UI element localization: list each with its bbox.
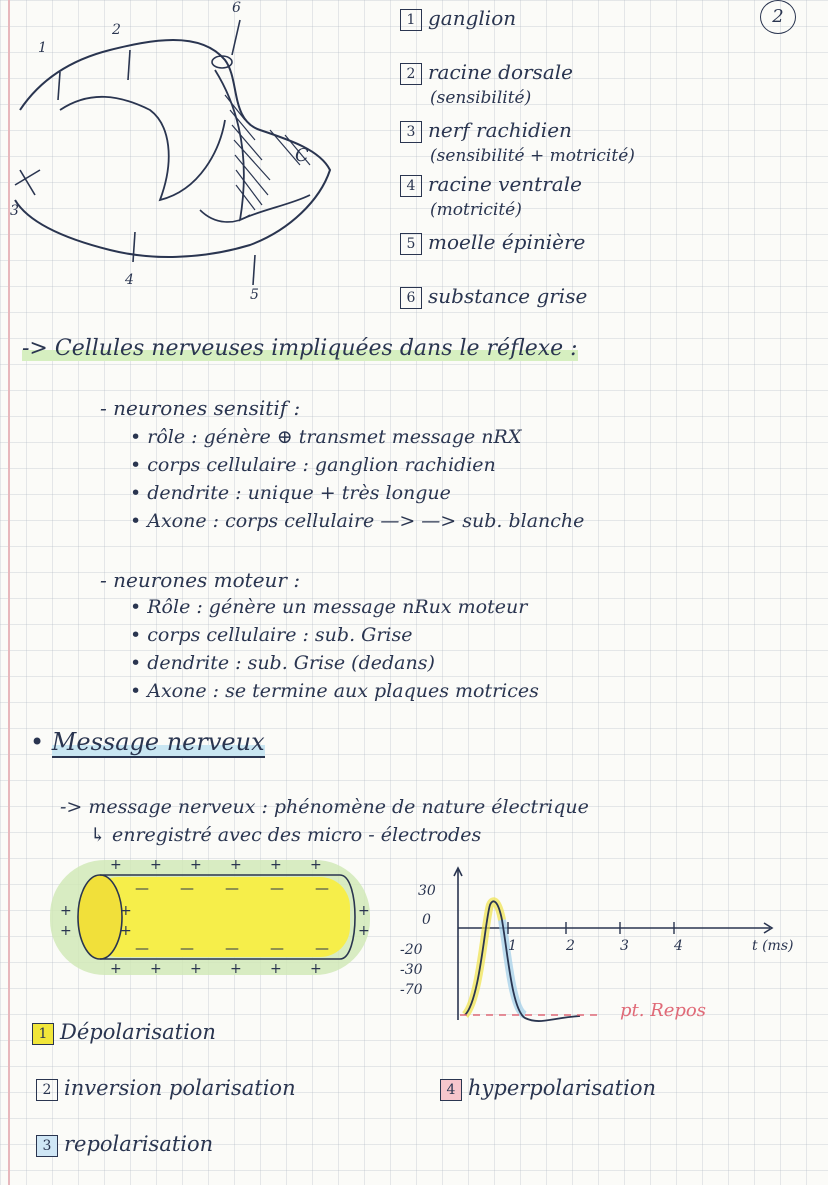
- section-title: -> Cellules nerveuses impliquées dans le réflexe :: [22, 336, 578, 361]
- svg-text:—: —: [315, 881, 329, 897]
- legend-item-4-sub: (motricité): [430, 200, 522, 220]
- sensitive-role: • rôle : génère ⊕ transmet message nRX: [130, 426, 522, 448]
- svg-text:—: —: [180, 941, 194, 957]
- message-line-2: ↳ enregistré avec des micro - électrodes: [90, 824, 482, 846]
- svg-text:—: —: [135, 881, 149, 897]
- sensitive-neurons-heading: - neurones sensitif :: [100, 396, 301, 420]
- legend-item-3-sub: (sensibilité + motricité): [430, 146, 635, 166]
- x-tick-4: 4: [674, 938, 683, 954]
- x-tick-1: 1: [508, 938, 517, 954]
- svg-text:+: +: [310, 961, 322, 977]
- legend-item-2: 2 racine dorsale: [400, 60, 573, 85]
- motor-axon: • Axone : se termine aux plaques motrices: [130, 680, 539, 702]
- legend-item-6: 6 substance grise: [400, 284, 587, 309]
- svg-text:—: —: [270, 941, 284, 957]
- svg-text:+: +: [150, 857, 162, 873]
- message-heading: • Message nerveux: [30, 728, 265, 756]
- page-corner-number: 2: [760, 0, 796, 34]
- svg-text:+: +: [230, 961, 242, 977]
- legend-item-2-sub: (sensibilité): [430, 88, 532, 108]
- diagram-label-c: C: [295, 145, 309, 166]
- sensitive-dendrite: • dendrite : unique + très longue: [130, 482, 451, 504]
- legend-item-5: 5 moelle épinière: [400, 230, 585, 255]
- diagram-label-2: 2: [112, 22, 121, 38]
- x-tick-3: 3: [620, 938, 629, 954]
- phase-3: 3 repolarisation: [36, 1132, 213, 1157]
- rest-point-annotation: pt. Repos: [620, 1000, 707, 1021]
- svg-text:+: +: [190, 961, 202, 977]
- svg-text:+: +: [60, 923, 72, 939]
- svg-text:+: +: [110, 961, 122, 977]
- y-tick-minus20: -20: [400, 942, 423, 958]
- diagram-label-6: 6: [232, 0, 241, 16]
- motor-cell-body: • corps cellulaire : sub. Grise: [130, 624, 413, 646]
- x-tick-2: 2: [566, 938, 575, 954]
- diagram-label-5: 5: [250, 287, 259, 303]
- motor-dendrite: • dendrite : sub. Grise (dedans): [130, 652, 435, 674]
- action-potential-chart: [390, 860, 810, 1030]
- y-tick-30: 30: [418, 883, 436, 899]
- message-line-1: -> message nerveux : phénomène de nature électrique: [60, 796, 589, 818]
- svg-text:—: —: [225, 881, 239, 897]
- legend-item-4: 4 racine ventrale: [400, 172, 582, 197]
- svg-text:—: —: [135, 941, 149, 957]
- motor-role: • Rôle : génère un message nRux moteur: [130, 596, 528, 618]
- svg-text:+: +: [270, 857, 282, 873]
- axon-cylinder-drawing: [40, 855, 380, 985]
- sensitive-axon: • Axone : corps cellulaire —> —> sub. blanche: [130, 510, 585, 532]
- svg-text:+: +: [120, 903, 132, 919]
- svg-text:—: —: [225, 941, 239, 957]
- svg-text:+: +: [230, 857, 242, 873]
- svg-text:—: —: [315, 941, 329, 957]
- svg-text:+: +: [358, 903, 370, 919]
- svg-text:+: +: [120, 923, 132, 939]
- svg-text:+: +: [60, 903, 72, 919]
- svg-text:+: +: [270, 961, 282, 977]
- svg-text:+: +: [150, 961, 162, 977]
- spinal-cord-diagram: [0, 0, 400, 320]
- y-tick-0: 0: [422, 912, 431, 928]
- svg-text:+: +: [358, 923, 370, 939]
- legend-item-1: 1 ganglion: [400, 6, 516, 31]
- sensitive-cell-body: • corps cellulaire : ganglion rachidien: [130, 454, 496, 476]
- svg-text:—: —: [180, 881, 194, 897]
- svg-text:+: +: [310, 857, 322, 873]
- phase-4: 4 hyperpolarisation: [440, 1076, 656, 1101]
- svg-text:—: —: [270, 881, 284, 897]
- svg-text:+: +: [110, 857, 122, 873]
- diagram-label-4: 4: [125, 272, 134, 288]
- diagram-label-1: 1: [38, 40, 47, 56]
- phase-2: 2 inversion polarisation: [36, 1076, 296, 1101]
- legend-item-3: 3 nerf rachidien: [400, 118, 572, 143]
- y-tick-minus70: -70: [400, 982, 423, 998]
- svg-text:+: +: [190, 857, 202, 873]
- phase-1: 1 Dépolarisation: [32, 1020, 216, 1045]
- diagram-label-3: 3: [10, 203, 19, 219]
- x-axis-unit: t (ms): [752, 938, 794, 954]
- y-tick-minus30: -30: [400, 962, 423, 978]
- motor-neurons-heading: - neurones moteur :: [100, 568, 301, 592]
